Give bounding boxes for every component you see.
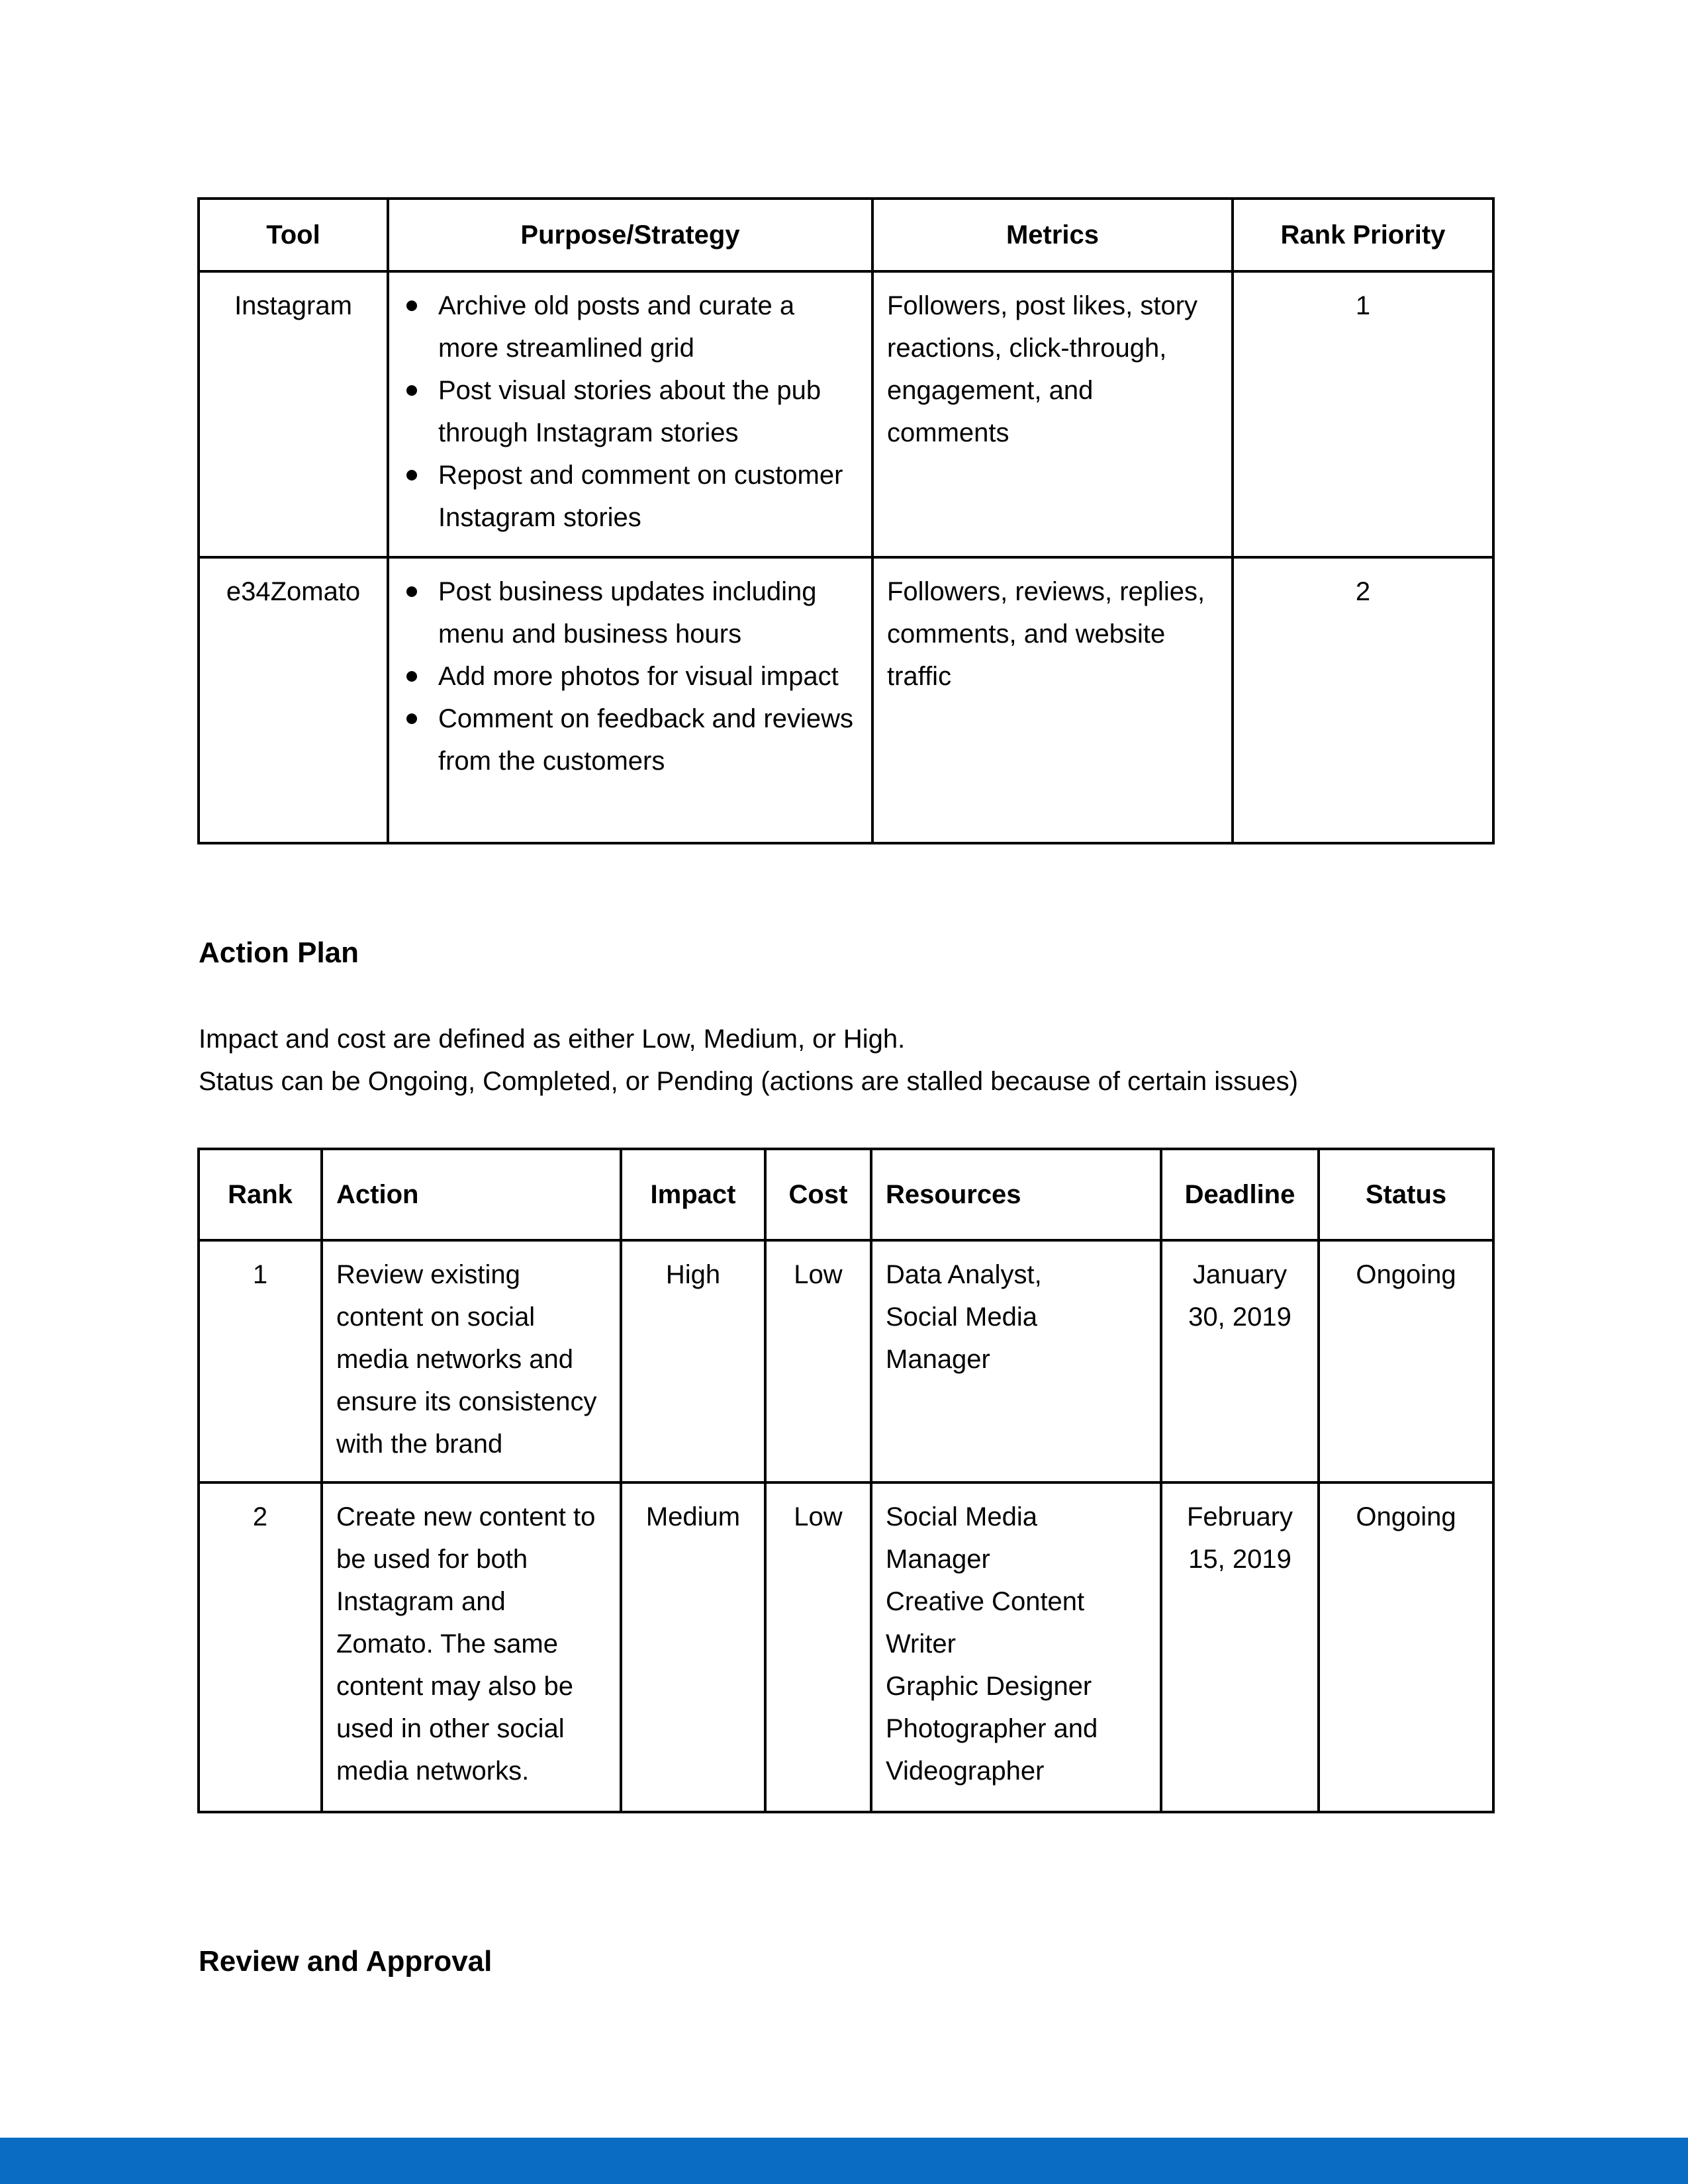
intro-line: Impact and cost are defined as either Low, Medium, or High. xyxy=(199,1024,906,1054)
rank-priority-cell: 1 xyxy=(1233,271,1493,557)
cost-cell: Low xyxy=(765,1482,871,1812)
header-cost: Cost xyxy=(765,1149,871,1240)
resource-item: Graphic Designer xyxy=(886,1672,1092,1701)
strategy-list xyxy=(402,285,858,539)
deadline-cell: January 30, 2019 xyxy=(1161,1240,1319,1482)
strategy-item: Post visual stories about the pub through Instagram stories xyxy=(402,369,858,454)
strategy-item: Repost and comment on customer Instagram stories xyxy=(402,454,858,539)
deadline-cell: February 15, 2019 xyxy=(1161,1482,1319,1812)
table-header-row xyxy=(199,1149,1493,1240)
impact-cell: Medium xyxy=(621,1482,765,1812)
header-rank: Rank xyxy=(199,1149,322,1240)
tool-name: e34Zomato xyxy=(199,557,388,843)
action-plan-intro xyxy=(199,1018,1298,1103)
rank-priority-cell: 2 xyxy=(1233,557,1493,843)
resource-item: Data Analyst, xyxy=(886,1260,1042,1289)
resources-cell xyxy=(871,1240,1161,1482)
header-impact: Impact xyxy=(621,1149,765,1240)
resource-item: Creative Content Writer xyxy=(886,1587,1085,1659)
header-tool: Tool xyxy=(199,199,388,271)
table-row xyxy=(199,271,1493,557)
action-plan-heading: Action Plan xyxy=(199,936,359,969)
header-purpose-strategy: Purpose/Strategy xyxy=(388,199,872,271)
table-row xyxy=(199,557,1493,843)
status-cell: Ongoing xyxy=(1319,1240,1493,1482)
footer-bar xyxy=(0,2138,1688,2184)
status-cell: Ongoing xyxy=(1319,1482,1493,1812)
resource-item: Photographer and Videographer xyxy=(886,1714,1098,1786)
resource-item: Social Media Manager xyxy=(886,1302,1038,1374)
strategy-cell xyxy=(388,271,872,557)
metrics-cell: Followers, reviews, replies, comments, and website traffic xyxy=(872,557,1233,843)
review-approval-heading: Review and Approval xyxy=(199,1945,492,1978)
strategy-list xyxy=(402,570,858,782)
rank-cell: 1 xyxy=(199,1240,322,1482)
resource-item: Social Media Manager xyxy=(886,1502,1038,1574)
header-rank-priority: Rank Priority xyxy=(1233,199,1493,271)
cost-cell: Low xyxy=(765,1240,871,1482)
tools-table xyxy=(197,197,1495,844)
action-cell: Create new content to be used for both Instagram and Zomato. The same content may also be used in other social media networks. xyxy=(322,1482,621,1812)
header-resources: Resources xyxy=(871,1149,1161,1240)
impact-cell: High xyxy=(621,1240,765,1482)
rank-cell: 2 xyxy=(199,1482,322,1812)
action-cell: Review existing content on social media networks and ensure its consistency with the brand xyxy=(322,1240,621,1482)
strategy-item: Archive old posts and curate a more streamlined grid xyxy=(402,285,858,369)
header-deadline: Deadline xyxy=(1161,1149,1319,1240)
strategy-cell xyxy=(388,557,872,843)
metrics-cell: Followers, post likes, story reactions, click-through, engagement, and comments xyxy=(872,271,1233,557)
strategy-item: Post business updates including menu and business hours xyxy=(402,570,858,655)
strategy-item: Comment on feedback and reviews from the customers xyxy=(402,698,858,782)
table-row xyxy=(199,1482,1493,1812)
action-plan-table xyxy=(197,1148,1495,1813)
resources-cell xyxy=(871,1482,1161,1812)
header-metrics: Metrics xyxy=(872,199,1233,271)
intro-line: Status can be Ongoing, Completed, or Pending (actions are stalled because of certain issues) xyxy=(199,1067,1298,1096)
tool-name: Instagram xyxy=(199,271,388,557)
table-header-row xyxy=(199,199,1493,271)
header-action: Action xyxy=(322,1149,621,1240)
table-row xyxy=(199,1240,1493,1482)
header-status: Status xyxy=(1319,1149,1493,1240)
strategy-item: Add more photos for visual impact xyxy=(402,655,858,698)
